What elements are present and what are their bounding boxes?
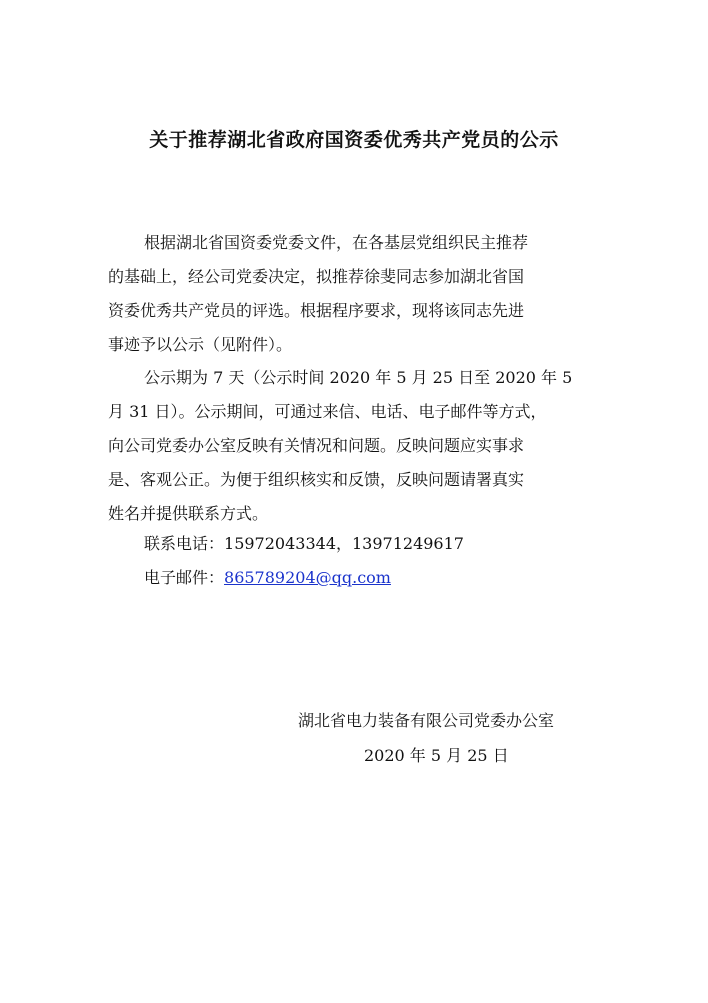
paragraph-line: 月 31 日）。公示期间，可通过来信、电话、电子邮件等方式，	[108, 402, 547, 421]
signature-org: 湖北省电力装备有限公司党委办公室	[298, 711, 555, 730]
phone-label: 联系电话：	[144, 534, 225, 553]
contact-email	[144, 565, 391, 588]
paragraph-line: 的基础上，经公司党委决定，拟推荐徐斐同志参加湖北省国	[108, 267, 525, 286]
signature-date: 2020 年 5 月 25 日	[364, 746, 509, 765]
email-label: 电子邮件：	[144, 568, 225, 587]
paragraph-line: 事迹予以公示（见附件）。	[108, 335, 293, 354]
paragraph-line: 公示期为 7 天（公示时间 2020 年 5 月 25 日至 2020 年 5	[144, 368, 573, 387]
paragraph-line: 姓名并提供联系方式。	[108, 504, 269, 523]
paragraph-line: 根据湖北省国资委党委文件，在各基层党组织民主推荐	[144, 233, 529, 252]
email-link[interactable]: 865789204@qq.com	[224, 568, 391, 587]
phone-value: 15972043344，13971249617	[224, 534, 464, 553]
page-title: 关于推荐湖北省政府国资委优秀共产党员的公示	[149, 129, 559, 151]
paragraph-line: 资委优秀共产党员的评选。根据程序要求，现将该同志先进	[108, 301, 525, 320]
contact-phone	[144, 531, 464, 554]
paragraph-line: 是、客观公正。为便于组织核实和反馈，反映问题请署真实	[108, 470, 525, 489]
paragraph-line: 向公司党委办公室反映有关情况和问题。反映问题应实事求	[108, 436, 525, 455]
